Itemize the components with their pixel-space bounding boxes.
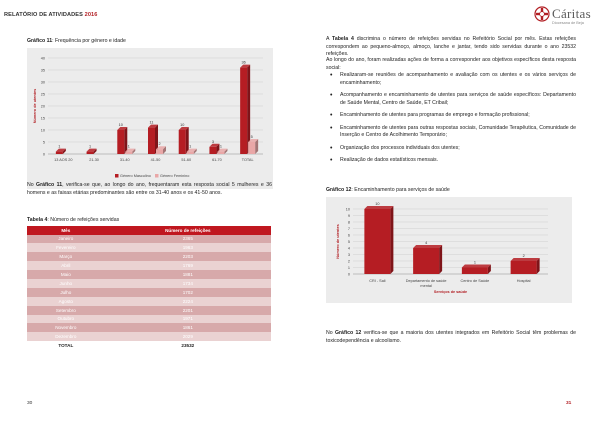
- chart2-caption: [326, 187, 450, 193]
- page-number-right: 31: [566, 401, 572, 406]
- table-row: [27, 261, 271, 270]
- chart2-ytick-label: 0: [347, 272, 350, 277]
- table-cell-month: Junho: [27, 279, 105, 288]
- chart1-bar-front: [240, 68, 247, 154]
- chart2-xtick-label: Centro de Saúde: [460, 279, 490, 283]
- chart2-bar-front: [462, 268, 488, 275]
- table-cell-count: 1734: [105, 279, 271, 288]
- chart2-container: [326, 197, 572, 303]
- chart1-ytick-label: 10: [40, 128, 45, 133]
- chart2-data-label: 1: [473, 260, 476, 265]
- table-cell-month: Fevereiro: [27, 243, 105, 252]
- chart1-bar-front: [87, 152, 94, 154]
- table-cell-count: 1702: [105, 288, 271, 297]
- table-row: [27, 297, 271, 306]
- chart1-bar-front: [187, 152, 194, 154]
- table-cell-month: Julho: [27, 288, 105, 297]
- actions-list-item: • Encaminhamento de utentes para programas de emprego e formação profissional;: [326, 112, 576, 120]
- chart1-caption-text: : Frequência por género e idade: [52, 38, 126, 44]
- table-cell-count: 1963: [105, 243, 271, 252]
- chart1-legend-swatch: [115, 174, 119, 178]
- chart1-data-label: 1: [89, 144, 92, 149]
- chart2-ytick-label: 8: [347, 220, 350, 225]
- chart1-ytick-label: 25: [40, 92, 45, 97]
- table-row: [27, 252, 271, 261]
- chart2-ylabel: Número de utentes: [336, 224, 340, 259]
- table-cell-count: 1971: [105, 315, 271, 324]
- chart1-data-label: 1: [189, 144, 192, 149]
- chart2-bar: [462, 265, 491, 275]
- actions-list: [326, 72, 576, 170]
- header-title: RELATÓRIO DE ATIVIDADES: [4, 12, 83, 18]
- table-row: [27, 288, 271, 297]
- chart2-bar: [364, 206, 393, 274]
- table-row: [27, 323, 271, 332]
- table-cell-month: Março: [27, 252, 105, 261]
- table-cell-month: Dezembro: [27, 332, 105, 341]
- chart1-ytick-label: 5: [42, 140, 45, 145]
- table-cell-month: Janeiro: [27, 235, 105, 244]
- chart2-description: [326, 330, 576, 345]
- chart2-caption-ref: Gráfico 12: [326, 187, 352, 193]
- chart2-bar-front: [511, 261, 537, 274]
- chart1-bar-front: [156, 149, 163, 154]
- chart2-data-label: 10: [375, 202, 380, 206]
- chart1-bar-side: [186, 127, 192, 154]
- chart2-data-label: 2: [522, 254, 525, 258]
- table-cell-count: 2201: [105, 306, 271, 315]
- chart1-ylabel: Número de utentes: [33, 88, 37, 124]
- chart2-caption-text: : Encaminhamento para serviços de saúde: [351, 187, 450, 193]
- chart2-bar-top: [364, 206, 393, 209]
- table-cell-count: 1881: [105, 270, 271, 279]
- chart1-xtick-label: 21-30: [89, 158, 99, 162]
- chart1-desc-prefix: No: [27, 182, 37, 188]
- table-cell-month: Agosto: [27, 297, 105, 306]
- chart1-data-label: 1: [58, 144, 61, 149]
- chart1-bar-front: [217, 152, 224, 154]
- chart1-data-label: 5: [250, 135, 253, 139]
- table-row: [27, 235, 271, 244]
- chart2-ytick-label: 2: [347, 259, 350, 264]
- chart2-bar-side: [439, 245, 442, 274]
- actions-list-item: • Realizaram-se reuniões de acompanhamento e avaliação com os utentes e os vários serviços de encaminhamento;: [326, 72, 576, 87]
- chart1-bar: [87, 149, 97, 154]
- table-cell-month: Outubro: [27, 315, 105, 324]
- chart2-bar-top: [413, 245, 442, 248]
- chart1-xtick-label: 41-50: [150, 158, 161, 162]
- chart1-data-label: 36: [241, 60, 246, 65]
- logo-subtitle: Diocesana de Beja: [552, 21, 584, 25]
- chart2-data-label: 4: [425, 241, 428, 245]
- chart2-bar-side: [390, 206, 393, 274]
- table-caption: [27, 217, 119, 223]
- table-row: [27, 332, 271, 341]
- chart2-ytick-label: 6: [347, 233, 350, 238]
- chart1-ytick-label: 35: [40, 68, 45, 73]
- actions-list-item: • Organização dos processos individuais dos utentes;: [326, 145, 576, 153]
- table-header-row: [27, 226, 271, 235]
- chart1-bar-front: [117, 130, 124, 154]
- chart1-container: [27, 48, 273, 189]
- table-total-row: [27, 341, 271, 350]
- chart1-data-label: 1: [219, 144, 222, 149]
- chart1-bar-front: [148, 128, 155, 154]
- chart2-ytick-label: 10: [345, 207, 350, 212]
- table-cell-month: Setembro: [27, 306, 105, 315]
- chart1-ytick-label: 20: [40, 104, 45, 109]
- chart1-data-label: 2: [158, 142, 161, 147]
- table-cell-month: Abril: [27, 261, 105, 270]
- page-number-left: 30: [27, 401, 33, 406]
- chart1-ytick-label: 40: [40, 56, 45, 61]
- chart1-caption-ref: Gráfico 11: [27, 38, 53, 44]
- meals-table: [27, 226, 271, 350]
- actions-intro: Ao longo do ano, foram realizadas ações de forma a corresponder aos objetivos específicos desta resposta social:: [326, 57, 576, 71]
- chart1-description: [27, 182, 272, 197]
- chart2-bar-front: [364, 209, 390, 274]
- chart2-ytick-label: 5: [347, 239, 350, 244]
- table-cell-count: 2203: [105, 252, 271, 261]
- table-header-month: Mês: [27, 226, 105, 235]
- chart2-ytick-label: 7: [347, 226, 350, 231]
- table4-desc-text: discrimina o número de refeições servidas no Refeitório Social por mês. Estas refeições correspondem ao pequeno-almoço, almoço, lanche e jantar, tendo sido servidas durante o ano 23532 refeições.: [326, 36, 576, 57]
- chart2-bar-front: [413, 248, 439, 274]
- chart2-bar: [413, 245, 442, 274]
- chart2-xlabel: Serviços de saúde: [433, 290, 468, 294]
- table-header-count: Número de refeições: [105, 226, 271, 235]
- actions-list-item: • Realização de dados estatísticos mensais.: [326, 157, 576, 165]
- chart1-caption: [27, 38, 126, 44]
- chart1-bar-front: [179, 130, 186, 154]
- chart2-ytick-label: 1: [347, 265, 350, 270]
- chart2-xtick-label: CRI - Sali: [369, 279, 386, 283]
- chart1-legend-label: Género Feminino: [160, 174, 190, 179]
- table-row: [27, 306, 271, 315]
- chart1-legend-label: Género Masculino: [120, 174, 151, 179]
- header-year: 2016: [84, 12, 98, 18]
- chart1-desc-ref: Gráfico 11: [36, 182, 63, 188]
- chart2-xtick-label: Departamento de saúde: [405, 279, 447, 283]
- chart1-legend-swatch: [155, 174, 159, 178]
- chart2-xtick-label: mental: [420, 284, 432, 288]
- chart1-ytick-label: 15: [40, 116, 45, 121]
- chart2-svg: [326, 197, 572, 303]
- chart1-bar: [117, 127, 127, 154]
- chart1-bar-front: [125, 152, 132, 154]
- chart1-bar: [56, 149, 66, 154]
- chart2-bar: [511, 258, 540, 274]
- chart1-ytick-label: 0: [42, 152, 45, 157]
- caritas-cross-icon: [534, 6, 550, 22]
- chart2-xtick-label: Hospital: [516, 279, 531, 283]
- table-cell-count: 1861: [105, 323, 271, 332]
- table-cell-month: Maio: [27, 270, 105, 279]
- chart1-data-label: 3: [211, 139, 214, 144]
- caritas-logo: [534, 4, 592, 30]
- table-cell-count: 2029: [105, 332, 271, 341]
- table-row: [27, 270, 271, 279]
- chart1-svg: [27, 48, 273, 189]
- table-cell-month: Novembro: [27, 323, 105, 332]
- table-cell-count: 1769: [105, 261, 271, 270]
- actions-list-item: • Acompanhamento e encaminhamento de utentes para serviços de saúde específicos: Departamento de Saúde Mental, Centro de Saúde, ET Cribail;: [326, 92, 576, 107]
- chart1-bar-side: [124, 127, 127, 154]
- chart1-xtick-label: 51-60: [181, 158, 192, 162]
- chart1-bar-front: [56, 152, 63, 154]
- chart2-desc-ref: Gráfico 12: [335, 330, 362, 336]
- table4-desc-prefix: A: [326, 36, 333, 42]
- chart1-bar-front: [248, 142, 255, 154]
- table-total-label: TOTAL: [27, 341, 105, 350]
- chart1-xtick-label: 31-40: [119, 158, 130, 162]
- table-caption-ref: Tabela 4: [27, 217, 48, 223]
- chart1-desc-text: , verifica-se que, ao longo do ano, frequentaram esta resposta social 5 mulheres e 36 homens e as faixas etárias predominantes são entre os 31-40 anos e os 41-50 anos.: [27, 182, 272, 196]
- document-header: [4, 12, 97, 18]
- chart1-bar: [240, 65, 250, 154]
- table-row: [27, 279, 271, 288]
- chart1-data-label: 10: [118, 123, 123, 127]
- table-cell-count: 2224: [105, 297, 271, 306]
- chart1-data-label: 1: [127, 144, 130, 149]
- table4-desc-ref: Tabela 4: [332, 36, 354, 42]
- chart1-ytick-label: 30: [40, 80, 45, 85]
- chart2-ytick-label: 4: [347, 246, 350, 251]
- chart2-desc-text: verifica-se que a maioria dos utentes integrados em Refeitório Social têm problemas de toxicodependência e alcoolismo.: [326, 330, 576, 344]
- chart1-bar-front: [209, 147, 216, 154]
- table-caption-text: : Número de refeições servidas: [47, 217, 120, 223]
- table-row: [27, 315, 271, 324]
- chart2-bar-top: [511, 258, 540, 261]
- chart2-bar-top: [462, 265, 491, 268]
- table-cell-count: 2365: [105, 235, 271, 244]
- table4-description: [326, 36, 576, 59]
- actions-list-item: • Encaminhamento de utentes para outras respostas sociais, Comunidade Terapêutica, Comunidade de Inserção e Centro de Acolhimento Temporário;: [326, 125, 576, 140]
- chart1-bar: [248, 139, 258, 154]
- chart1-bar: [179, 127, 192, 154]
- chart1-xtick-label: 13 AOS 20: [54, 158, 73, 162]
- chart1-xtick-label: 61-70: [212, 158, 222, 162]
- table-total-value: 23532: [105, 341, 271, 350]
- chart1-xtick-label: TOTAL: [241, 158, 254, 162]
- table-row: [27, 243, 271, 252]
- chart2-ytick-label: 3: [347, 252, 350, 257]
- logo-name: Cáritas: [552, 6, 591, 21]
- chart1-data-label: 10: [180, 123, 185, 127]
- chart1-data-label: 11: [149, 120, 154, 125]
- chart2-desc-prefix: No: [326, 330, 335, 336]
- chart2-ytick-label: 9: [347, 213, 350, 218]
